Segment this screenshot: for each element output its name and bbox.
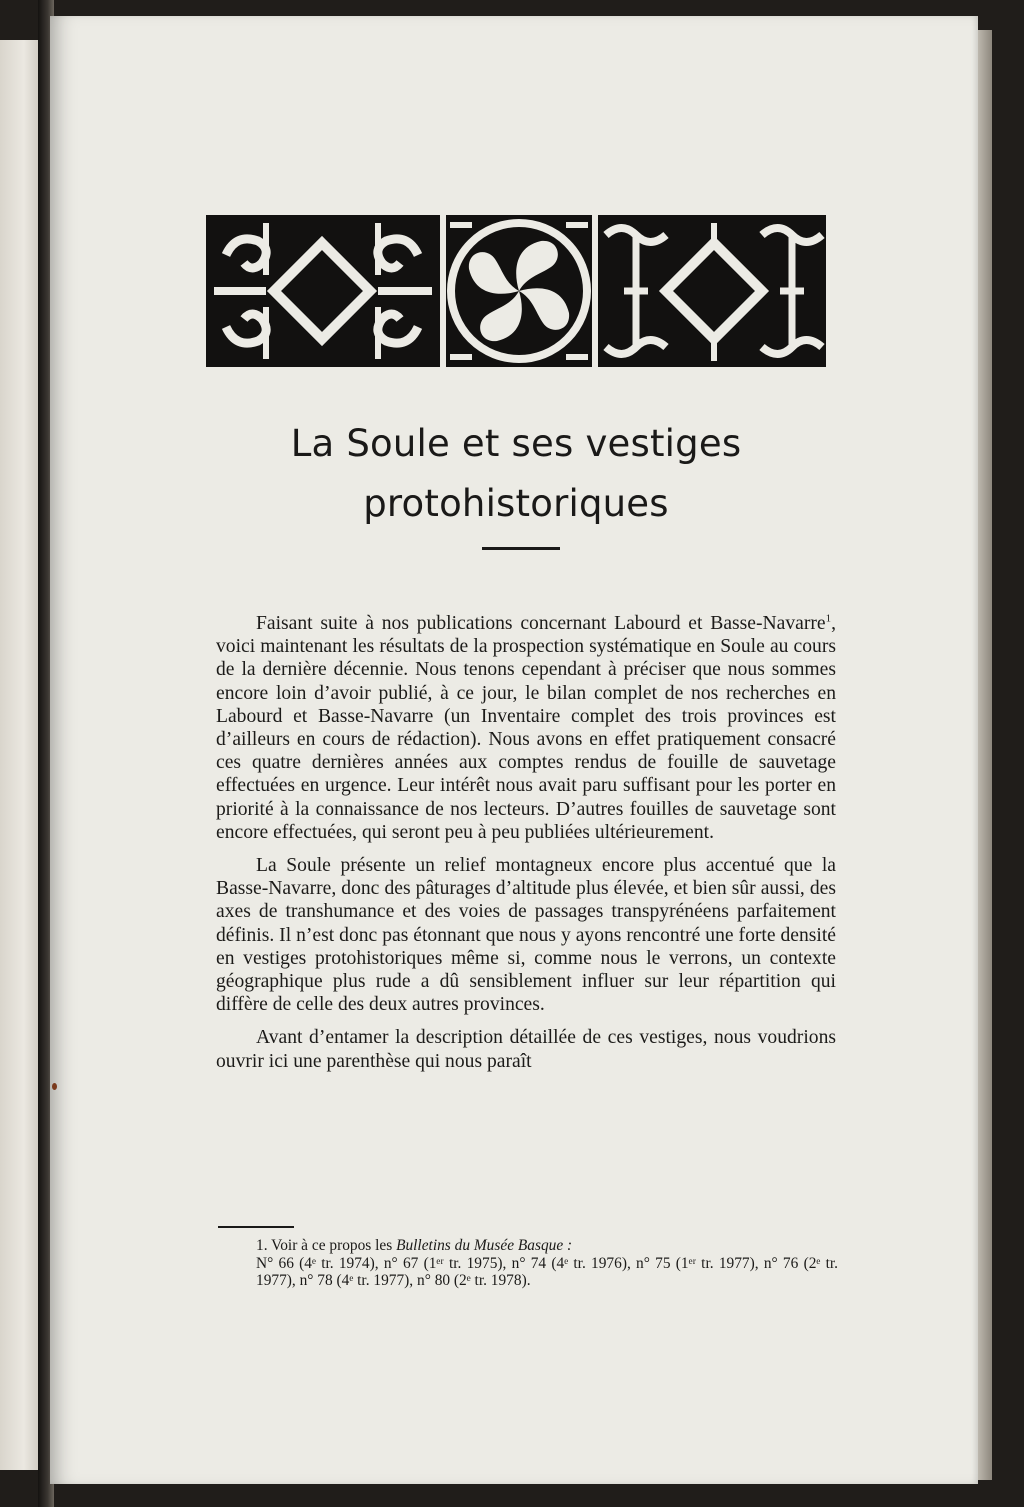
footnote-intro: 1. Voir à ce propos les xyxy=(256,1237,397,1254)
facing-page-edge xyxy=(0,40,40,1470)
page-stack-edge xyxy=(978,30,992,1480)
paragraph-2: La Soule présente un relief montagneux encore plus accentué que la Basse-Navarre, donc des pâturages d’altitude plus élevée, et bien sûr aussi, des axes de transhumance et des voies de passages transpyrénéens parfaitement définis. Il n’est donc pas étonnant que nous y ayons rencontré une forte densité en vestiges protohistoriques même si, comme nous le verrons, un contexte géographique plus rude a dû sensiblement influer sur leur répartition qui diffère de celle des deux autres provinces. xyxy=(216,855,836,1016)
footnote-refs: N° 66 (4ᵉ tr. 1974), n° 67 (1ᵉʳ tr. 1975), n° 74 (4ᵉ tr. 1976), n° 75 (1ᵉʳ tr. 1977), n° 76 (2ᵉ tr. 1977), n° 78 (4ᵉ tr. 1977), n° 80 (2ᵉ tr. 1978). xyxy=(256,1254,838,1289)
paragraph-1-start: Faisant suite à nos publications concernant Labourd et Basse-Navarre xyxy=(256,613,826,634)
paragraph-3: Avant d’entamer la description détaillée de ces vestiges, nous voudrions ouvrir ici une parenthèse qui nous paraît xyxy=(216,1027,836,1072)
footnote-rule xyxy=(218,1226,294,1228)
paper-speck xyxy=(52,1083,57,1090)
footnote-source: Bulletins du Musée Basque : xyxy=(396,1237,573,1254)
basque-ornament-banner xyxy=(206,215,826,367)
footnote-marker: 1 xyxy=(825,612,832,625)
footnote-line-1 xyxy=(218,1237,838,1255)
paragraph-1 xyxy=(216,612,836,844)
footnote xyxy=(218,1237,838,1290)
article-body xyxy=(216,612,836,1083)
article-title-line-2: protohistoriques xyxy=(363,482,669,525)
article-title-line-1: La Soule et ses vestiges xyxy=(290,422,742,465)
paragraph-1-rest: , voici maintenant les résultats de la prospection systématique en Soule au cours de la dernière décennie. Nous tenons cependant à préciser que nous sommes encore loin d’avoir publié, à ce jour, le bilan complet de nos recherches en Labourd et Basse-Navarre (un Inventaire complet des trois provinces est d’ailleurs en cours de rédaction). Nous avons en effet pratiquement consacré ces quatre dernières années aux comptes rendus de fouille de sauvetage effectuées en urgence. Leur intérêt nous avait paru suffisant pour les porter en priorité à la connaissance de nos lecteurs. D’autres fouilles de sauvetage sont encore effectuées, qui seront peu à peu publiées ultérieurement. xyxy=(216,613,836,843)
title-rule xyxy=(482,547,560,550)
